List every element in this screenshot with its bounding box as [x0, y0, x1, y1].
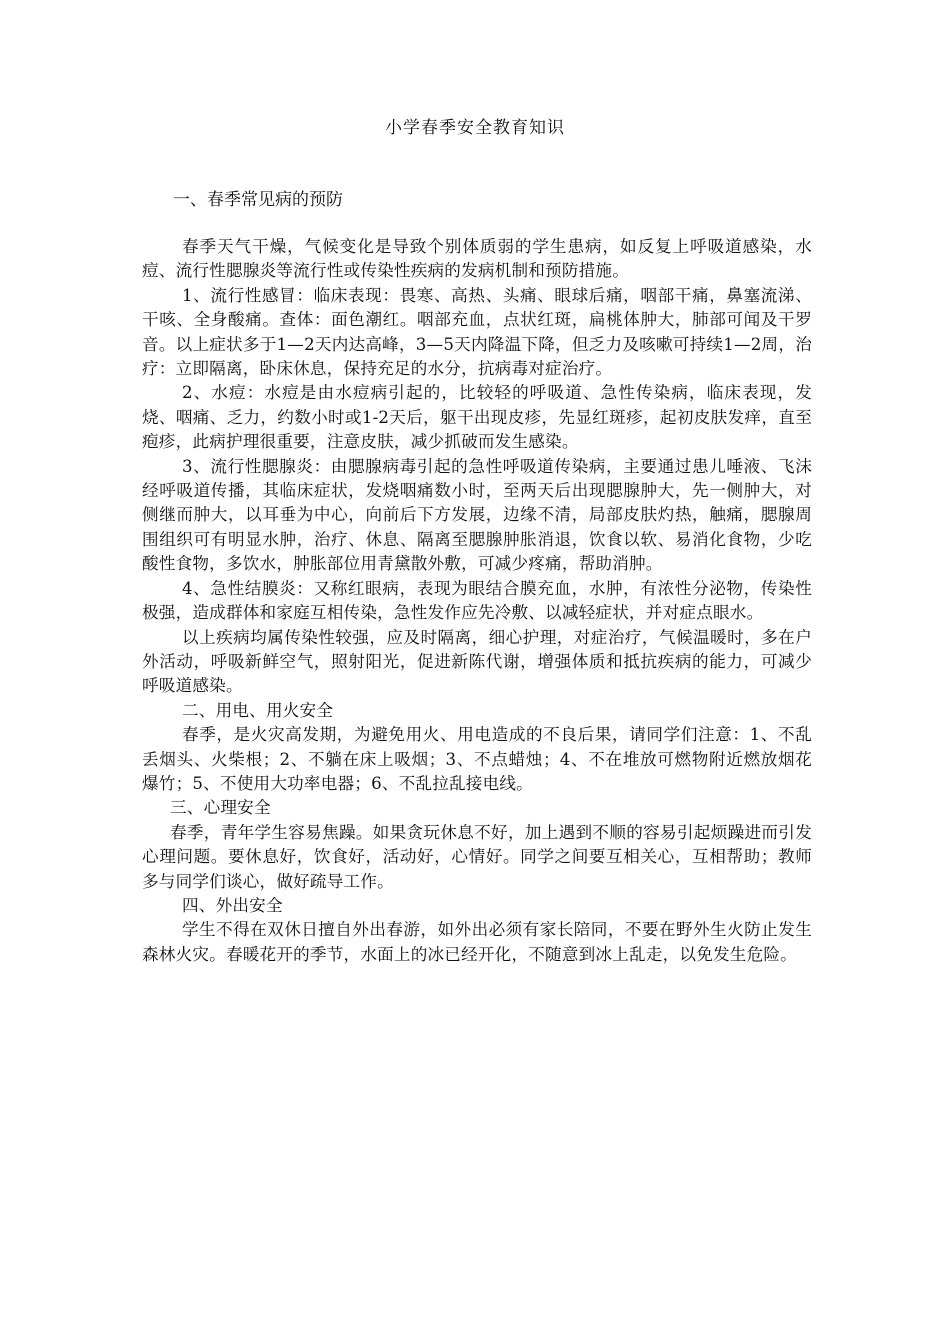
paragraph-summary: 以上疾病均属传染性较强，应及时隔离，细心护理，对症治疗，气候温暖时，多在户外活动，呼吸新鲜空气，照射阳光，促进新陈代谢，增强体质和抵抗疾病的能力，可减少呼吸道感染。 [142, 627, 812, 696]
paragraph-outdoor: 学生不得在双休日擅自外出春游，如外出必须有家长陪同，不要在野外生火防止发生森林火灾。春暖花开的季节，水面上的冰已经开化，不随意到冰上乱走，以免发生危险。 [142, 920, 812, 964]
document-title: 小学春季安全教育知识 [385, 118, 565, 138]
paragraph-influenza: 1、流行性感冒：临床表现：畏寒、高热、头痛、眼球后痛，咽部干痛，鼻塞流涕、干咳、全身酸痛。查体：面色潮红。咽部充血，点状红斑，扁桃体肿大，肺部可闻及干罗音。以上症状多于1—2天内达高峰，3—5天内降温下降，但乏力及咳嗽可持续1—2周，治疗：立即隔离，卧床休息，保持充足的水分，抗病毒对症治疗。 [142, 285, 812, 379]
paragraph-mumps: 3、流行性腮腺炎：由腮腺病毒引起的急性呼吸道传染病，主要通过患儿唾液、飞沫经呼吸道传播，其临床症状，发烧咽痛数小时，至两天后出现腮腺肿大，先一侧肿大，对侧继而肿大，以耳垂为中心，向前后下方发展，边缘不清，局部皮肤灼热，触痛，腮腺周围组织可有明显水肿，治疗、休息、隔离至腮腺肿胀消退，饮食以软、易消化食物，少吃酸性食物，多饮水，肿胀部位用青黛散外敷，可减少疼痛，帮助消肿。 [142, 456, 812, 574]
paragraph-mental: 春季，青年学生容易焦躁。如果贪玩休息不好，加上遇到不顺的容易引起烦躁进而引发心理问题。要休息好，饮食好，活动好，心情好。同学之间要互相关心，互相帮助；教师多与同学们谈心，做好疏导工作。 [142, 822, 812, 891]
paragraph-intro: 春季天气干燥，气候变化是导致个别体质弱的学生患病，如反复上呼吸道感染，水痘、流行性腮腺炎等流行性或传染性疾病的发病机制和预防措施。 [142, 237, 812, 281]
section-heading-mental: 三、心理安全 [170, 798, 271, 818]
document-body [142, 235, 812, 967]
section-heading-common-diseases: 一、春季常见病的预防 [173, 190, 343, 210]
paragraph-electricity-fire: 春季，是火灾高发期，为避免用火、用电造成的不良后果，请同学们注意：1、不乱丢烟头、火柴根；2、不躺在床上吸烟；3、不点蜡烛；4、不在堆放可燃物附近燃放烟花爆竹；5、不使用大功率电器；6、不乱拉乱接电线。 [142, 725, 812, 793]
section-heading-electricity-fire: 二、用电、用火安全 [182, 700, 334, 720]
paragraph-conjunctivitis: 4、急性结膜炎：又称红眼病，表现为眼结合膜充血，水肿，有浓性分泌物，传染性极强，造成群体和家庭互相传染，急性发作应先冷敷、以减轻症状，并对症点眼水。 [142, 578, 812, 623]
paragraph-chickenpox: 2、水痘：水痘是由水痘病引起的，比较轻的呼吸道、急性传染病，临床表现，发烧、咽痛、乏力，约数小时或1-2天后，躯干出现皮疹，先显红斑疹，起初皮肤发痒，直至疱疹，此病护理很重要，注意皮肤，减少抓破而发生感染。 [142, 383, 812, 452]
section-heading-outdoor: 四、外出安全 [182, 895, 283, 915]
